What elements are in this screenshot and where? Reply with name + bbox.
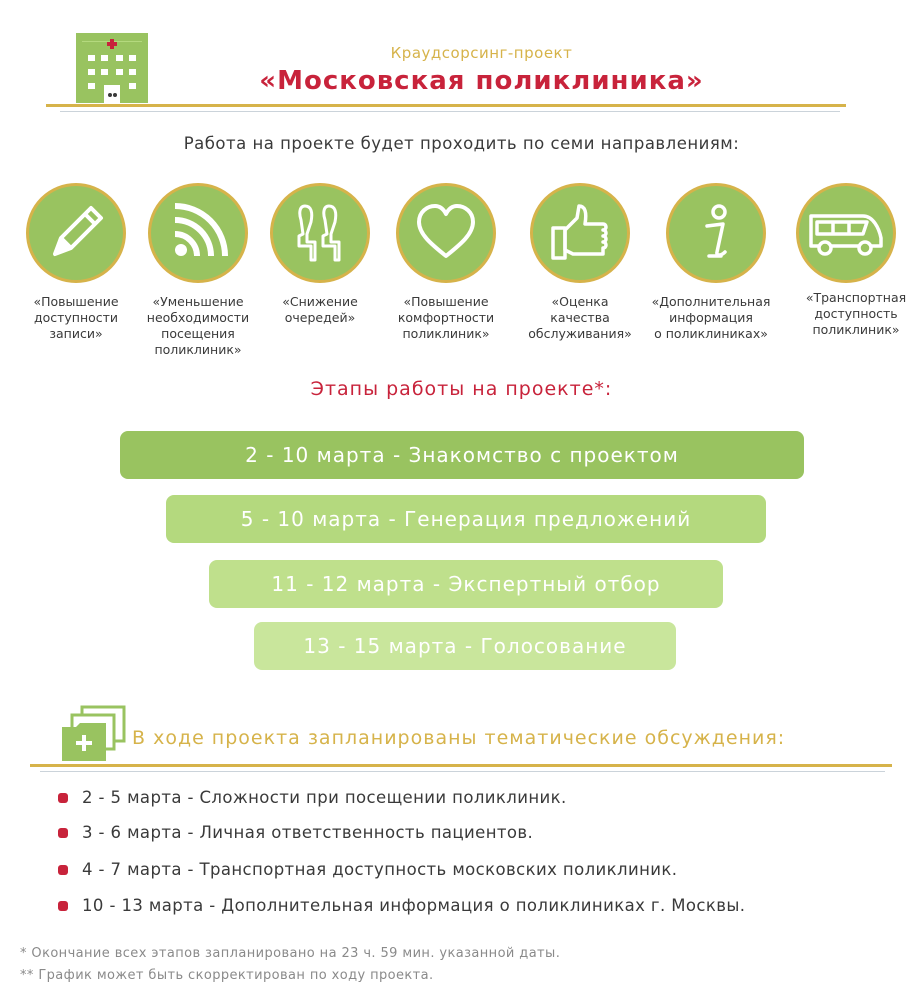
bullet-icon: [58, 901, 68, 911]
info-icon: [681, 198, 751, 268]
direction-circle-1: [26, 183, 126, 283]
header-divider: [46, 104, 846, 107]
folders-icon: [60, 705, 126, 763]
footnote-2: ** График может быть скорректирован по ходу проекта.: [20, 968, 434, 983]
bus-icon: [807, 198, 885, 268]
bullet-icon: [58, 793, 68, 803]
stage-1: 2 - 10 марта - Знакомство с проектом: [120, 431, 804, 479]
header-divider-thin: [60, 111, 840, 112]
discussion-item-1: 2 - 5 марта - Сложности при посещении поликлиник.: [58, 788, 567, 807]
queue-icon: [285, 198, 355, 268]
direction-label-3: «Снижение очередей»: [282, 294, 358, 325]
discussion-item-3: 4 - 7 марта - Транспортная доступность московских поликлиник.: [58, 860, 677, 879]
stage-2: 5 - 10 марта - Генерация предложений: [166, 495, 766, 543]
direction-label-4: «Повышение комфортности поликлиник»: [397, 294, 495, 341]
intro-text: Работа на проекте будет проходить по семи направлениям:: [183, 134, 740, 153]
direction-label-2: «Уменьшение необходимости посещения поликлиник»: [146, 294, 250, 357]
direction-circle-2: [148, 183, 248, 283]
project-title: «Московская поликлиника»: [259, 66, 704, 96]
direction-label-1: «Повышение доступности записи»: [33, 294, 119, 341]
direction-circle-4: [396, 183, 496, 283]
stage-4: 13 - 15 марта - Голосование: [254, 622, 676, 670]
pencil-icon: [41, 198, 111, 268]
discussions-divider-thin: [40, 771, 885, 772]
bullet-icon: [58, 828, 68, 838]
discussion-item-2: 3 - 6 марта - Личная ответственность пациентов.: [58, 823, 533, 842]
project-subtitle: Краудсорсинг-проект: [390, 44, 573, 62]
direction-label-7: «Транспортная доступность поликлиник»: [805, 290, 907, 337]
wifi-icon: [163, 198, 233, 268]
direction-circle-7: [796, 183, 896, 283]
discussions-divider: [30, 764, 892, 767]
bullet-icon: [58, 865, 68, 875]
direction-label-6: «Дополнительная информация о поликлиниках»: [651, 294, 771, 341]
discussion-item-4: 10 - 13 марта - Дополнительная информация о поликлиниках г. Москвы.: [58, 896, 745, 915]
direction-circle-6: [666, 183, 766, 283]
footnote-1: * Окончание всех этапов запланировано на 23 ч. 59 мин. указанной даты.: [20, 946, 561, 961]
discussions-heading: В ходе проекта запланированы тематические обсуждения:: [132, 727, 786, 749]
thumbs-up-icon: [545, 198, 615, 268]
direction-circle-5: [530, 183, 630, 283]
direction-circle-3: [270, 183, 370, 283]
stages-heading: Этапы работы на проекте*:: [310, 378, 613, 400]
heart-icon: [411, 198, 481, 268]
direction-label-5: «Оценка качества обслуживания»: [528, 294, 632, 341]
stage-3: 11 - 12 марта - Экспертный отбор: [209, 560, 723, 608]
